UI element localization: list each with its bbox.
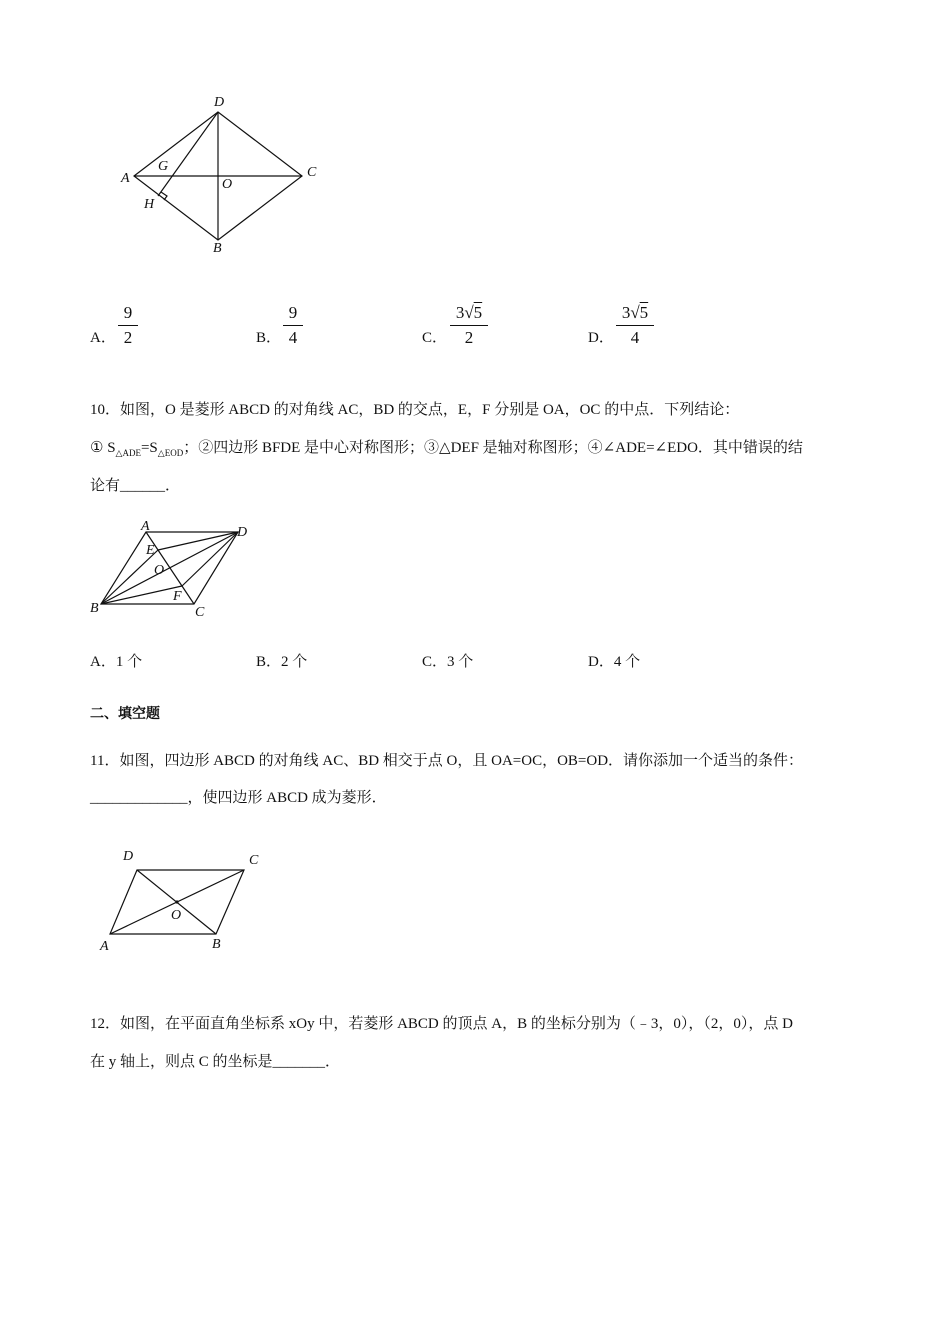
q9-label-a: A: [121, 171, 130, 186]
q9-option-d-coef: 3: [621, 303, 631, 322]
q11-label-b: B: [212, 937, 221, 952]
q11-label-d: D: [123, 849, 134, 864]
q9-option-d-letter: D．: [588, 330, 614, 346]
q9-option-c-radicand: 5: [473, 303, 483, 322]
q12-stem-line2: 在 y 轴上，则点 C 的坐标是_______．: [90, 1054, 341, 1070]
q9-label-d: D: [214, 95, 225, 110]
q9-label-h: H: [144, 197, 155, 212]
q9-segment-dh: [158, 112, 218, 196]
q10-diagonal-bd: [101, 532, 238, 604]
q11-label-o: O: [171, 908, 182, 923]
q9-option-b-fraction: [283, 302, 303, 349]
q9-label-b: B: [213, 241, 222, 256]
q11-label-c: C: [249, 853, 259, 868]
q9-option-b-numerator: 9: [288, 303, 298, 322]
q9-rhombus-figure: [110, 90, 340, 260]
q10-option-a: A．1 个: [90, 654, 143, 670]
q10-option-b: B．2 个: [256, 654, 308, 670]
q10-stem-line3: 论有______．: [90, 478, 181, 494]
q9-option-d-denominator: 4: [630, 328, 640, 347]
q10-option-d: D．4 个: [588, 654, 641, 670]
q9-option-b-letter: B．: [256, 330, 282, 346]
q9-option-c-letter: C．: [422, 330, 448, 346]
q12-stem-line1: 12．如图，在平面直角坐标系 xOy 中，若菱形 ABCD 的顶点 A，B 的坐标分别为（﹣3，0），（2，0），点 D: [90, 1016, 793, 1032]
q9-option-a-denominator: 2: [123, 328, 133, 347]
q11-stem-line1: 11．如图，四边形 ABCD 的对角线 AC、BD 相交于点 O，且 OA=OC，OB=OD．请你添加一个适当的条件：: [90, 753, 804, 769]
q10-label-e: E: [146, 543, 155, 558]
q10-stem-line2: ① $S_{\triangle ADE}=S_{\triangle EOD}$；②四边形 BFDE 是中心对称图形；③△DEF 是轴对称图形；④∠ADE=∠EDO．其中错误的结: [90, 440, 803, 458]
q9-option-c-denominator: 2: [464, 328, 474, 347]
q11-parallelogram-figure: [92, 840, 282, 960]
q10-option-c: C．3 个: [422, 654, 474, 670]
q10-stem-line1: 10．如图，O 是菱形 ABCD 的对角线 AC，BD 的交点，E，F 分别是 OA，OC 的中点．下列结论：: [90, 402, 740, 418]
q11-point-o: [175, 900, 178, 903]
q9-option-d-fraction: 3√5 4: [616, 302, 654, 349]
q9-option-c-coef: 3: [455, 303, 465, 322]
q9-label-o: O: [222, 177, 233, 192]
q10-label-c: C: [195, 605, 205, 620]
q9-label-c: C: [307, 165, 317, 180]
q10-label-b: B: [90, 601, 99, 616]
q9-option-b-denominator: 4: [288, 328, 298, 347]
q10-rhombus-figure: [84, 516, 264, 626]
q10-label-a: A: [141, 519, 150, 534]
q10-segment-ed: [158, 532, 238, 550]
q9-label-g: G: [158, 159, 169, 174]
q9-option-d-radicand: 5: [639, 303, 649, 322]
section-heading: 二、填空题: [90, 706, 160, 722]
q9-option-a-letter: A．: [90, 330, 116, 346]
q9-option-a-fraction: [118, 302, 138, 349]
q9-option-a-numerator: 9: [123, 303, 133, 322]
q10-label-o: O: [154, 563, 165, 578]
q11-label-a: A: [100, 939, 109, 954]
q10-label-f: F: [173, 589, 182, 604]
q10-label-d: D: [237, 525, 248, 540]
q11-stem-line2: _____________，使四边形 ABCD 成为菱形．: [90, 790, 387, 806]
q9-option-c-fraction: 3√5 2: [450, 302, 488, 349]
q10-segment-bf: [101, 586, 182, 604]
